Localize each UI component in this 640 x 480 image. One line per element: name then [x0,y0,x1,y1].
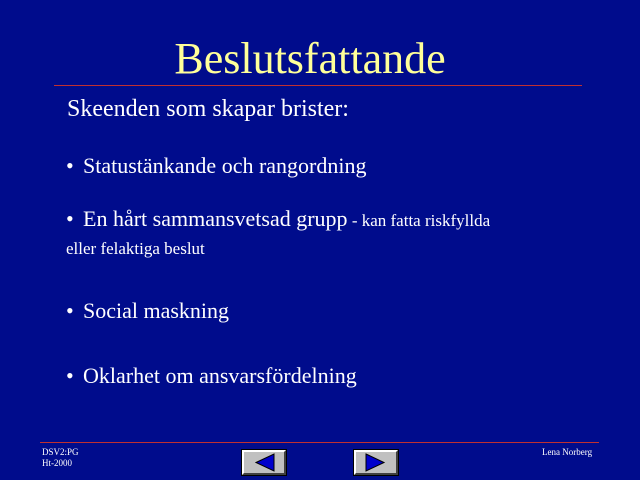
bullet-text: Social maskning [83,298,230,323]
bullet-text-small: - kan fatta riskfyllda [347,211,491,230]
bullet-item [66,205,490,235]
bullet-dot: • [66,298,74,323]
footer-course-info [42,447,79,469]
footer-term: Ht-2000 [42,458,72,468]
previous-slide-button[interactable] [242,450,286,475]
triangle-right-icon [356,452,396,473]
bullet-text: Statustänkande och rangordning [83,153,367,178]
title-divider [54,85,582,86]
slide-subtitle: Skeenden som skapar brister: [67,96,349,122]
bullet-dot: • [66,153,74,178]
footer-course-code: DSV2:PG [42,447,79,457]
bullet-text: Oklarhet om ansvarsfördelning [83,363,357,388]
triangle-left-icon [244,452,284,473]
bullet-item [66,297,229,325]
next-slide-button[interactable] [354,450,398,475]
bullet-dot: • [66,206,74,231]
footer-divider [40,442,599,443]
footer-author: Lena Norberg [542,447,593,457]
slide-title: Beslutsfattande [174,34,446,83]
bullet-text: En hårt sammansvetsad grupp [83,206,348,231]
bullet-item [66,362,357,390]
bullet-continuation: eller felaktiga beslut [66,239,205,258]
bullet-dot: • [66,363,74,388]
bullet-item [66,152,367,180]
